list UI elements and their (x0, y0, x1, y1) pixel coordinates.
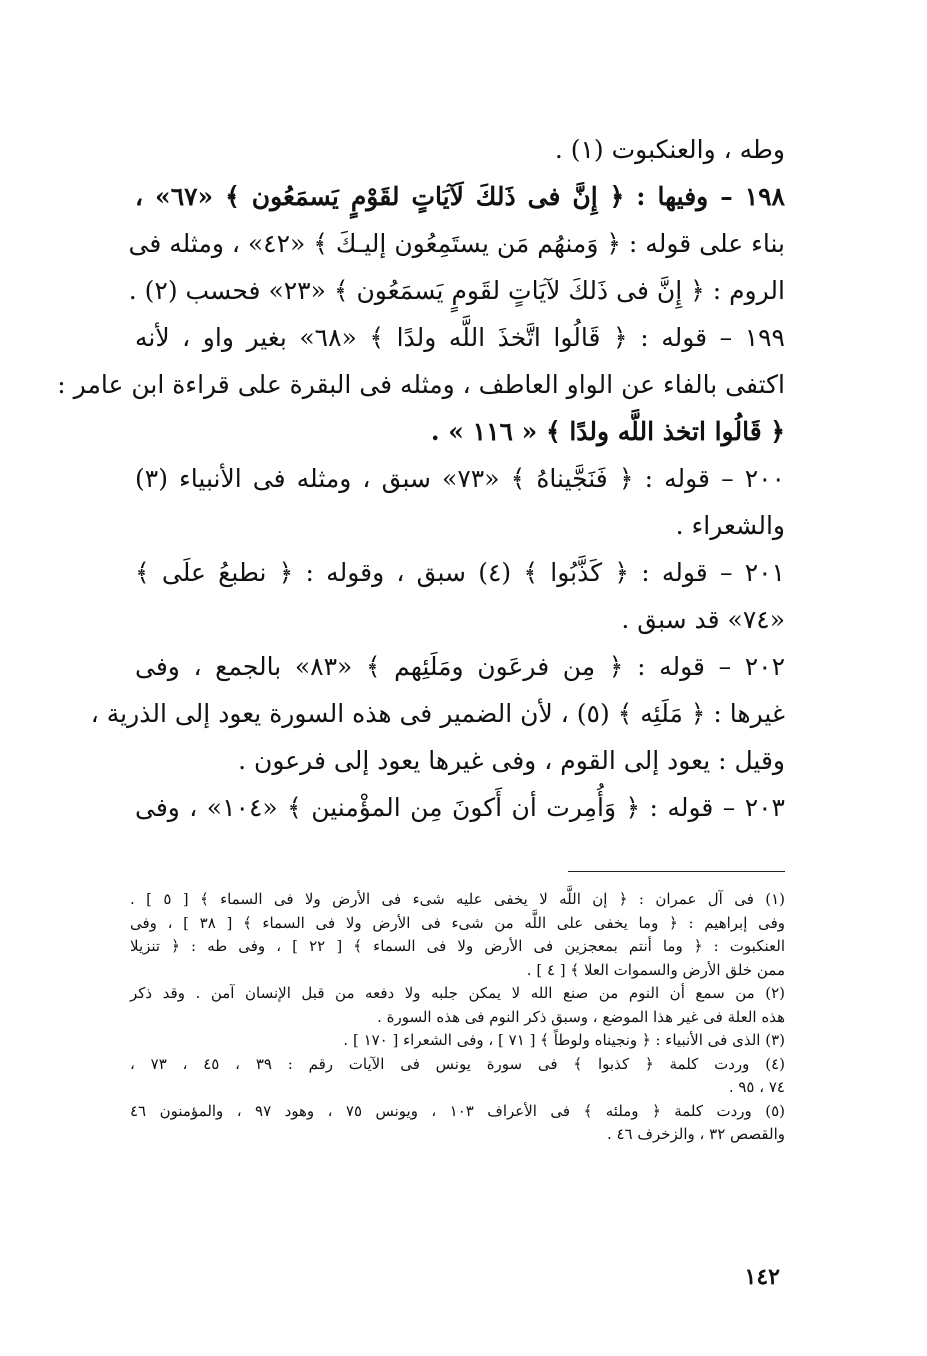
footnote-line: (١) فى آل عمران : ﴿ إن اللَّه لا يخفى عليه شىء فى الأرض ولا فى السماء ﴾ [ ٥ ] . (130, 890, 786, 908)
footnote-line: ٧٤ ، ٩٥ . (728, 1078, 785, 1096)
text-line: بناء على قوله : ﴿ وَمنهُم مَن يستَمِعُون إليـكَ ﴾ «٤٢» ، ومثله فى (128, 229, 785, 258)
main-text (57, 128, 786, 833)
text-line: غيرها : ﴿ مَلَئِه ﴾ (٥) ، لأن الضمير فى هذه السورة يعود إلى الذرية ، (90, 699, 785, 728)
text-line: ٢٠١ – قوله : ﴿ كَذَّبُوا ﴾ (٤) سبق ، وقوله : ﴿ نطبعُ علَى ﴾ (135, 558, 785, 587)
text-line: الروم : ﴿ إِنَّ فى ذَلكَ لآيَاتٍ لقَومٍ يَسمَعُون ﴾ «٢٣» فحسب (٢) . (128, 276, 785, 305)
page-number: ١٤٢ (744, 1264, 780, 1290)
footnote-line: هذه العلة فى غير هذا الموضع ، وسبق ذكر النوم فى هذه السورة . (377, 1007, 785, 1026)
text-line: والشعراء . (675, 511, 785, 540)
footnote-line: (٣) الذى فى الأنبياء : ﴿ ونجيناه ولوطاً ﴾ [ ٧١ ] ، وفى الشعراء [ ١٧٠ ] . (343, 1031, 785, 1049)
footnote-divider (568, 871, 785, 872)
footnote-line: (٤) وردت كلمة ﴿ كذبوا ﴾ فى سورة يونس فى الآيات رقم : ٣٩ ، ٤٥ ، ٧٣ ، (130, 1054, 785, 1073)
footnote-line: والقصص ٣٢ ، والزخرف ٤٦ . (606, 1125, 785, 1143)
text-line: ﴿ قَالُوا اتخذ اللَّه ولدًا ﴾ « ١١٦ » . (430, 417, 785, 446)
footnote-line: (٢) من سمع أن النوم من صنع الله لا يمكن جلبه ولا دفعه من قبل الإنسان آمن . وقد ذكر (130, 984, 785, 1002)
text-line: ٢٠٣ – قوله : ﴿ وَأُمِرت أن أَكونَ مِن المؤْمنين ﴾ «١٠٤» ، وفى (135, 793, 785, 822)
text-line: ٢٠٢ – قوله : ﴿ مِن فرعَون ومَلَئِهم ﴾ «٨٣» بالجمع ، وفى (135, 652, 786, 681)
footnote-line: العنكبوت : ﴿ وما أنتم بمعجزين فى الأرض ولا فى السماء ﴾ [ ٢٢ ] ، وفى طه : ﴿ تنزيلا (130, 937, 785, 955)
footnote-line: (٥) وردت كلمة ﴿ وملئه ﴾ فى الأعراف ١٠٣ ، ويونس ٧٥ ، وهود ٩٧ ، والمؤمنون ٤٦ (130, 1101, 785, 1120)
text-line: ١٩٨ – وفيها : ﴿ إِنَّ فى ذَلكَ لَآيَاتٍ لقَوْمٍ يَسمَعُون ﴾ «٦٧» ، (135, 182, 785, 211)
text-line: وقيل : يعود إلى القوم ، وفى غيرها يعود إلى فرعون . (238, 746, 785, 775)
footnote-line: ممن خلق الأرض والسموات العلا ﴾ [ ٤ ] . (526, 960, 785, 979)
text-line: ١٩٩ – قوله : ﴿ قَالُوا اتَّخذَ اللَّه ولدًا ﴾ «٦٨» بغير واو ، لأنه (135, 323, 785, 352)
footnotes (130, 888, 785, 1147)
text-line: وطه ، والعنكبوت (١) . (554, 135, 785, 164)
text-line: «٧٤» قد سبق . (621, 605, 785, 634)
text-line: ٢٠٠ – قوله : ﴿ فَنَجَّيناهُ ﴾ «٧٣» سبق ، ومثله فى الأنبياء (٣) (135, 464, 785, 493)
footnote-line: وفى إبراهيم : ﴿ وما يخفى على اللَّه من شىء فى الأرض ولا فى السماء ﴾ [ ٣٨ ] ، وفى (130, 913, 785, 932)
text-line: اكتفى بالفاء عن الواو العاطف ، ومثله فى البقرة على قراءة ابن عامر : (57, 370, 785, 399)
